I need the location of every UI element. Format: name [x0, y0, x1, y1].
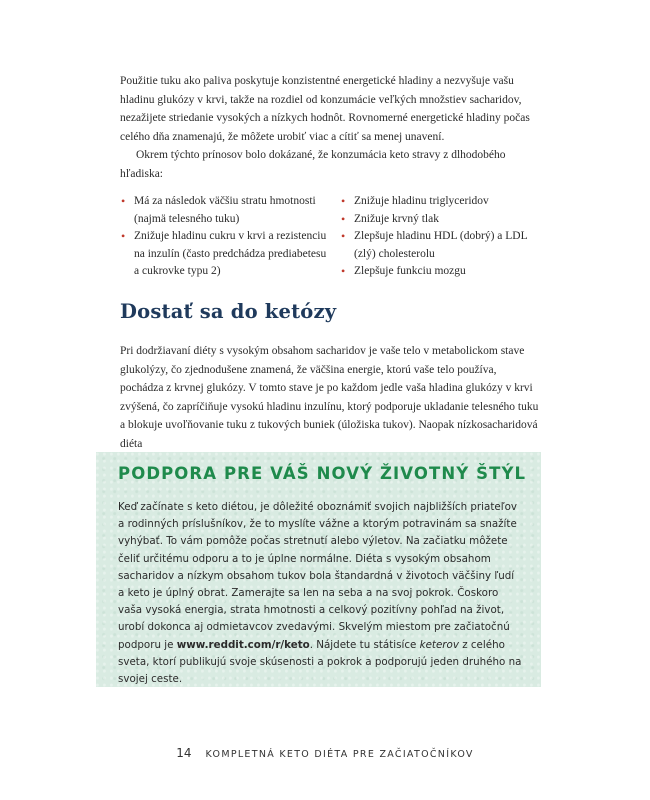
- running-title: KOMPLETNÁ KETO DIÉTA PRE ZAČIATOČNÍKOV: [205, 749, 474, 760]
- sidebar-text: Keď začínate s keto diétou, je dôležité oboznámiť svojich najbližších priateľov a rodinných príslušníkov, že to myslíte vážne a ktorým potravinám sa snažíte vyhýbať. To vám pomôže počas stretnutí alebo výletov. Na začiatku môžete čeliť určitému odporu a to je úplne normálne. Diéta s vysokým obsahom sacharidov a nízkym obsahom tukov bola štandardná v životoch väčšiny ľudí a keto je úplný obrat. Zamerajte sa len na seba a na svoj pokrok. Čoskoro vaša vysoká energia, strata hmotnosti a celkový pozitívny pohľad na život, urobí dokonca aj odmietavcov zvedavými. Skvelým miestom pre začiatočnú podporu je www.reddit.com/r/keto. Nájdete tu státisíce keterov z celého sveta, ktorí publikujú svoje skúsenosti a pokrok a podporujú jeden druhého na svojej ceste.: [118, 501, 522, 686]
- bullet-icon: •: [121, 229, 126, 244]
- intro-paragraph: Použitie tuku ako paliva poskytuje konzistentné energetické hladiny a nezvyšuje vašu hladinu glukózy v krvi, takže na rozdiel od konzumácie veľkých množstiev sacharidov, nezažijete striedanie vysokých a nízkych hodnôt. Rovnomerné energetické hladiny počas celého dňa znamenajú, že môžete urobiť viac a cítiť sa menej unavení.: [120, 75, 530, 143]
- page-footer: [0, 742, 650, 761]
- bullet-icon: •: [121, 194, 126, 208]
- reddit-link[interactable]: www.reddit.com/r/keto: [176, 638, 310, 651]
- list-item: • Znižuje krvný tlak: [340, 211, 540, 229]
- list-item: • Zlepšuje hladinu HDL (dobrý) a LDL (zlý) cholesterolu: [341, 229, 528, 260]
- benefits-left-column: [120, 193, 334, 281]
- bullet-icon: •: [341, 194, 346, 208]
- intro-lead-paragraph: Okrem týchto prínosov bolo dokázané, že konzumácia keto stravy z dlhodobého hľadiska:: [120, 149, 506, 180]
- benefits-right-column: [340, 193, 540, 281]
- list-item: • Znižuje hladinu triglyceridov: [340, 193, 540, 211]
- bullet-icon: •: [341, 211, 346, 226]
- list-item: • Má za následok väčšiu stratu hmotnosti (najmä telesného tuku): [121, 194, 316, 225]
- sidebar-box: [96, 452, 541, 687]
- section-heading: Dostať sa do ketózy: [120, 300, 337, 323]
- sidebar-title: PODPORA PRE VÁŠ NOVÝ ŽIVOTNÝ ŠTÝL: [118, 464, 527, 483]
- list-item: • Znižuje hladinu cukru v krvi a rezistenciu na inzulín (často predchádza prediabetesu a cukrovke typu 2): [121, 229, 327, 278]
- bullet-icon: •: [341, 264, 346, 279]
- bullet-icon: •: [341, 229, 346, 244]
- benefits-list: [120, 193, 540, 281]
- section-paragraph: Pri dodržiavaní diéty s vysokým obsahom sacharidov je vaše telo v metabolickom stave glukolýzy, čo zjednodušene znamená, že väčšina energie, ktorú vaše telo používa, pochádza z krvnej glukózy. V tomto stave je po každom jedle vaša hladina glukózy v krvi zvýšená, čo zapríčiňuje vysokú hladinu inzulínu, ktorý podporuje ukladanie telesného tuku a blokuje uvoľňovanie tuku z tukových buniek (úložiska tukov). Naopak nízkosacharidová diéta: [120, 345, 539, 450]
- list-item: • Zlepšuje funkciu mozgu: [340, 263, 540, 281]
- page-number: 14: [176, 746, 192, 760]
